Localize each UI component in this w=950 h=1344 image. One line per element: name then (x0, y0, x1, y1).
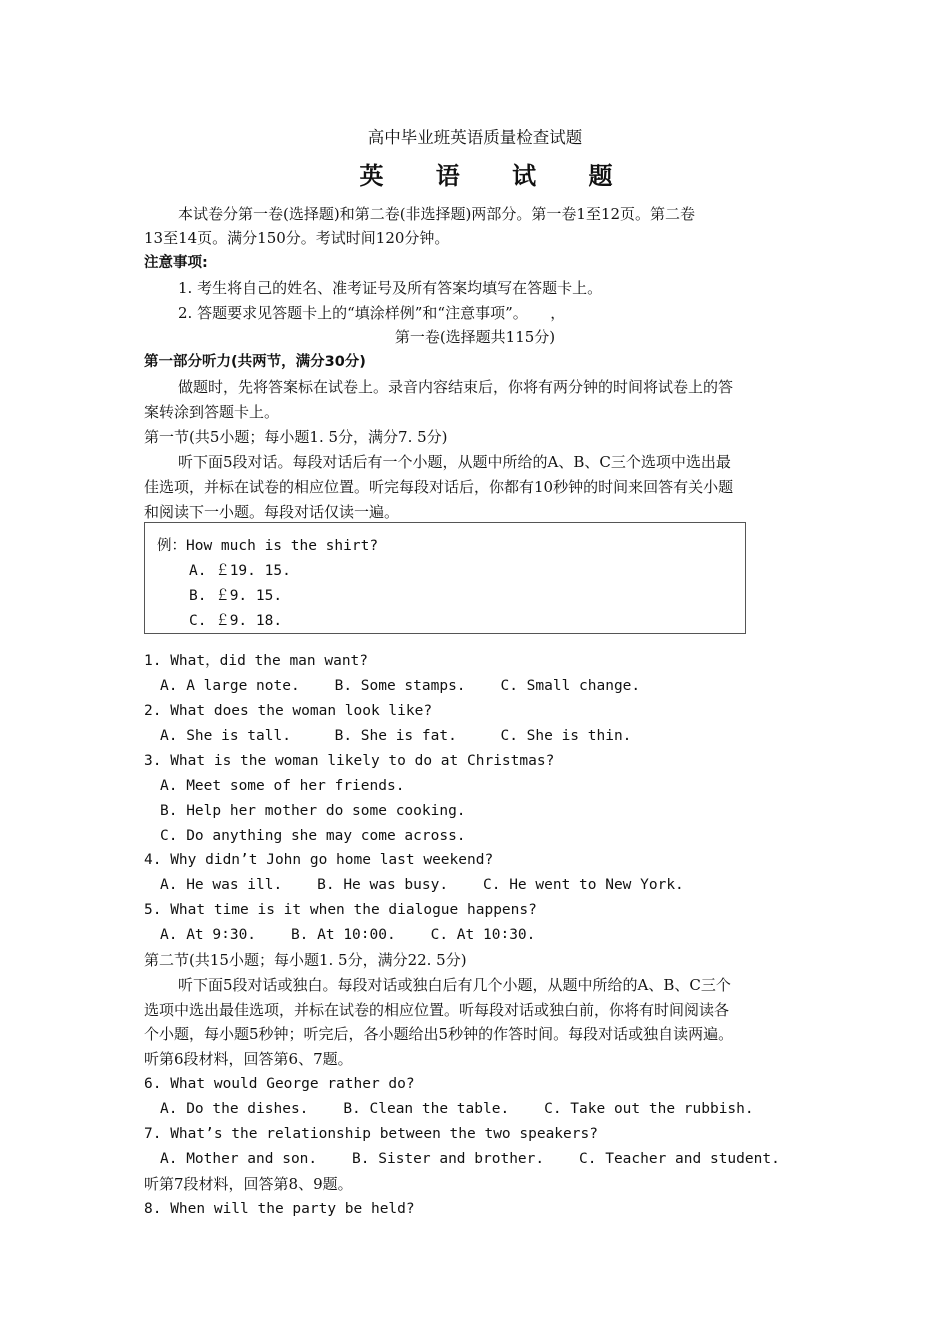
question-5-options: A. At 9∶30. B. At 10∶00. C. At 10∶30. (160, 927, 536, 943)
question-2-options: A. She is tall. B. She is fat. C. She is thin. (160, 728, 632, 744)
question-6: 6. What would George rather do? (144, 1076, 415, 1092)
part1-desc-2: 案转涂到答题卡上。 (144, 403, 280, 421)
section1-desc-2: 佳选项，并标在试卷的相应位置。听完每段对话后，你都有10秒钟的时间来回答有关小题 (144, 478, 734, 496)
question-8: 8. When will the party be held? (144, 1201, 415, 1217)
question-1-options: A. A large note. B. Some stamps. C. Small change. (160, 678, 641, 694)
notes-item-2: 2. 答题要求见答题卡上的“填涂样例”和“注意事项”。 ， (178, 304, 566, 322)
example-option-a: A. ￡19. 15. (189, 563, 291, 579)
question-2: 2. What does the woman look like? (144, 703, 433, 719)
intro-line-1: 本试卷分第一卷(选择题)和第二卷(非选择题)两部分。第一卷1至12页。第二卷 (178, 205, 696, 223)
exam-subtitle: 高中毕业班英语质量检查试题 (367, 128, 583, 147)
section2-heading: 第二节(共15小题；每小题1. 5分，满分22. 5分) (144, 951, 467, 969)
question-3-option-a: A. Meet some of her friends. (160, 778, 405, 794)
question-7-options: A. Mother and son. B. Sister and brother. C. Teacher and student. (160, 1151, 780, 1167)
part1-heading: 第一部分听力(共两节，满分30分) (144, 354, 366, 370)
question-4: 4. Why didn’t John go home last weekend? (144, 852, 494, 868)
question-3-option-b: B. Help her mother do some cooking. (160, 803, 466, 819)
question-4-options: A. He was ill. B. He was busy. C. He went to New York. (160, 877, 684, 893)
example-option-b: B. ￡9. 15. (189, 588, 283, 604)
example-option-c: C. ￡9. 18. (189, 613, 283, 629)
question-7: 7. What’s the relationship between the two speakers? (144, 1126, 598, 1142)
intro-line-2: 13至14页。满分150分。考试时间120分钟。 (144, 229, 450, 247)
section2-desc-1: 听下面5段对话或独白。每段对话或独白后有几个小题，从题中所给的A、B、C三个 (178, 976, 731, 994)
question-3-option-c: C. Do anything she may come across. (160, 828, 466, 844)
question-6-options: A. Do the dishes. B. Clean the table. C. Take out the rubbish. (160, 1101, 754, 1117)
question-3: 3. What is the woman likely to do at Christmas? (144, 753, 555, 769)
question-5: 5. What time is it when the dialogue happens? (144, 902, 537, 918)
section1-desc-1: 听下面5段对话。每段对话后有一个小题，从题中所给的A、B、C三个选项中选出最 (178, 453, 731, 471)
notes-item-1: 1. 考生将自己的姓名、准考证号及所有答案均填写在答题卡上。 (178, 279, 603, 297)
volume1-heading: 第一卷(选择题共115分) (394, 328, 556, 346)
part1-desc-1: 做题时，先将答案标在试卷上。录音内容结束后，你将有两分钟的时间将试卷上的答 (178, 378, 734, 396)
material-7-note: 听第7段材料，回答第8、9题。 (144, 1175, 353, 1193)
example-box (144, 522, 746, 634)
question-1: 1. What，did the man want? (144, 653, 369, 669)
example-question: 例：How much is the shirt? (157, 538, 379, 554)
exam-title: 英 语 试 题 (359, 161, 635, 190)
section2-desc-3: 个小题，每小题5秒钟；听完后，各小题给出5秒钟的作答时间。每段对话或独自读两遍。 (144, 1025, 734, 1043)
material-6-note: 听第6段材料，回答第6、7题。 (144, 1050, 353, 1068)
section1-desc-3: 和阅读下一小题。每段对话仅读一遍。 (144, 503, 400, 521)
notes-heading: 注意事项: (144, 255, 208, 271)
section2-desc-2: 选项中选出最佳选项，并标在试卷的相应位置。听每段对话或独白前，你将有时间阅读各 (144, 1001, 730, 1019)
section1-heading: 第一节(共5小题；每小题1. 5分，满分7. 5分) (144, 428, 448, 446)
